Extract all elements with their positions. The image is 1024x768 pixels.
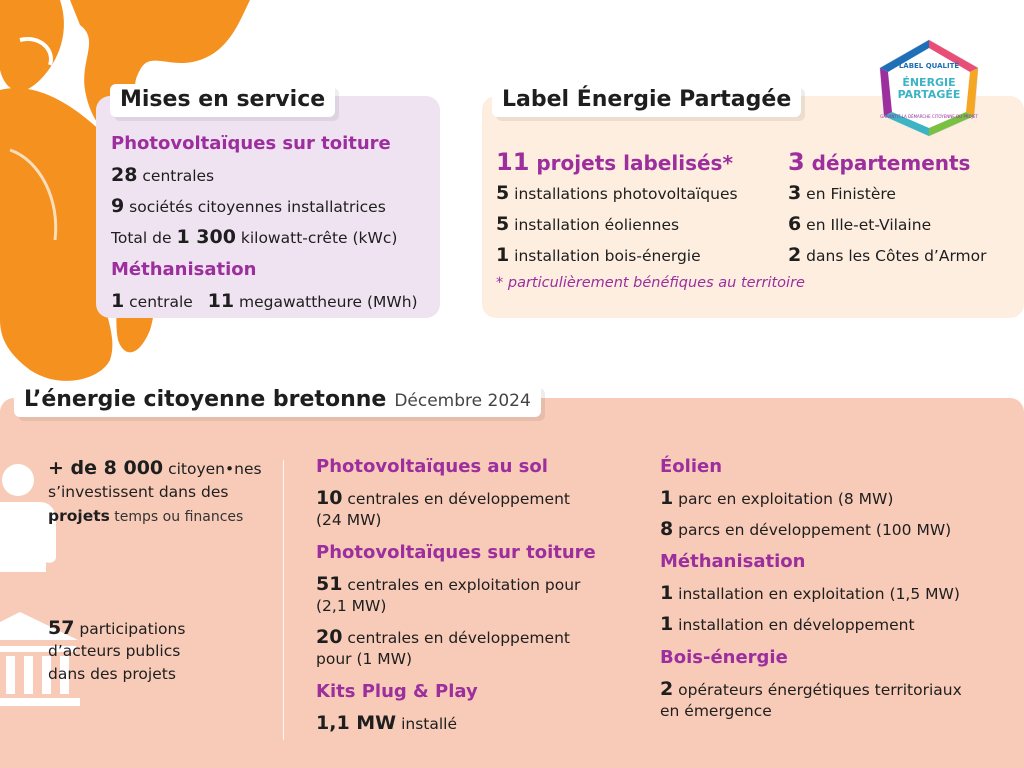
pvsol-line-2: (24 MW)	[316, 511, 382, 529]
label-bois-installations: 1 installation bois-énergie	[496, 244, 701, 266]
pvsol-line-1: 10 centrales en développement	[316, 487, 570, 509]
pvtoit-line-4: pour (1 MW)	[316, 650, 413, 668]
pvtoit-line-3: 20 centrales en développement	[316, 626, 570, 648]
bretonne-meth-heading: Méthanisation	[660, 551, 806, 572]
label-projets: 11 projets labelisés*	[496, 148, 733, 176]
bois-heading: Bois-énergie	[660, 647, 788, 668]
label-title: Label Énergie Partagée	[492, 84, 801, 117]
pvsol-heading: Photovoltaïques au sol	[316, 456, 548, 477]
eolien-line-1: 1 parc en exploitation (8 MW)	[660, 487, 894, 509]
acteurs-line-3: dans des projets	[48, 665, 176, 683]
badge-ring-text: GARANTIT LA DÉMARCHE CITOYENNE DU PROJET	[880, 114, 978, 119]
pvtoit-line-2: (2,1 MW)	[316, 597, 387, 615]
badge-main-text-2: PARTAGÉE	[897, 88, 961, 101]
eolien-line-2: 8 parcs en développement (100 MW)	[660, 518, 952, 540]
citoyens-line-1: + de 8 000 citoyen•nes	[48, 457, 262, 479]
label-departements: 3 départements	[788, 148, 971, 176]
label-finistere: 3 en Finistère	[788, 182, 896, 204]
mises-meth-heading: Méthanisation	[111, 259, 257, 280]
kits-heading: Kits Plug & Play	[316, 681, 478, 702]
label-qualite-badge	[874, 38, 984, 138]
bois-line-2: en émergence	[660, 702, 772, 720]
acteurs-line-2: d’acteurs publics	[48, 642, 181, 660]
badge-main-text-1: ÉNERGIE	[902, 76, 956, 89]
kits-line: 1,1 MW installé	[316, 712, 457, 734]
mises-meth-values: 1 centrale 11 megawattheure (MWh)	[111, 290, 418, 312]
bretonne-meth-line-2: 1 installation en développement	[660, 613, 915, 635]
label-ille-et-vilaine: 6 en Ille-et-Vilaine	[788, 213, 932, 235]
citoyens-line-3: projets temps ou finances	[48, 507, 244, 525]
label-eol-installations: 5 installation éoliennes	[496, 213, 680, 235]
label-footnote: * particulièrement bénéfiques au territoire	[496, 275, 805, 291]
column-divider	[283, 460, 284, 740]
mises-pv-heading: Photovoltaïques sur toiture	[111, 133, 391, 154]
bretonne-title: L’énergie citoyenne bretonne Décembre 2024	[14, 384, 541, 417]
mises-pv-societes: 9 sociétés citoyennes installatrices	[111, 195, 386, 217]
pvtoit-heading: Photovoltaïques sur toiture	[316, 542, 596, 563]
eolien-heading: Éolien	[660, 456, 723, 477]
mises-pv-total: Total de 1 300 kilowatt-crête (kWc)	[111, 226, 398, 248]
citoyens-line-2: s’investissent dans des	[48, 483, 229, 501]
mises-title: Mises en service	[110, 84, 335, 117]
bois-line-1: 2 opérateurs énergétiques territoriaux	[660, 678, 962, 700]
mises-pv-centrales: 28 centrales	[111, 164, 215, 186]
badge-top-text: LABEL QUALITÉ	[898, 62, 960, 70]
label-cotes-darmor: 2 dans les Côtes d’Armor	[788, 244, 987, 266]
pvtoit-line-1: 51 centrales en exploitation pour	[316, 573, 581, 595]
acteurs-line-1: 57 participations	[48, 617, 186, 639]
bretonne-meth-line-1: 1 installation en exploitation (1,5 MW)	[660, 582, 960, 604]
label-pv-installations: 5 installations photovoltaïques	[496, 182, 738, 204]
